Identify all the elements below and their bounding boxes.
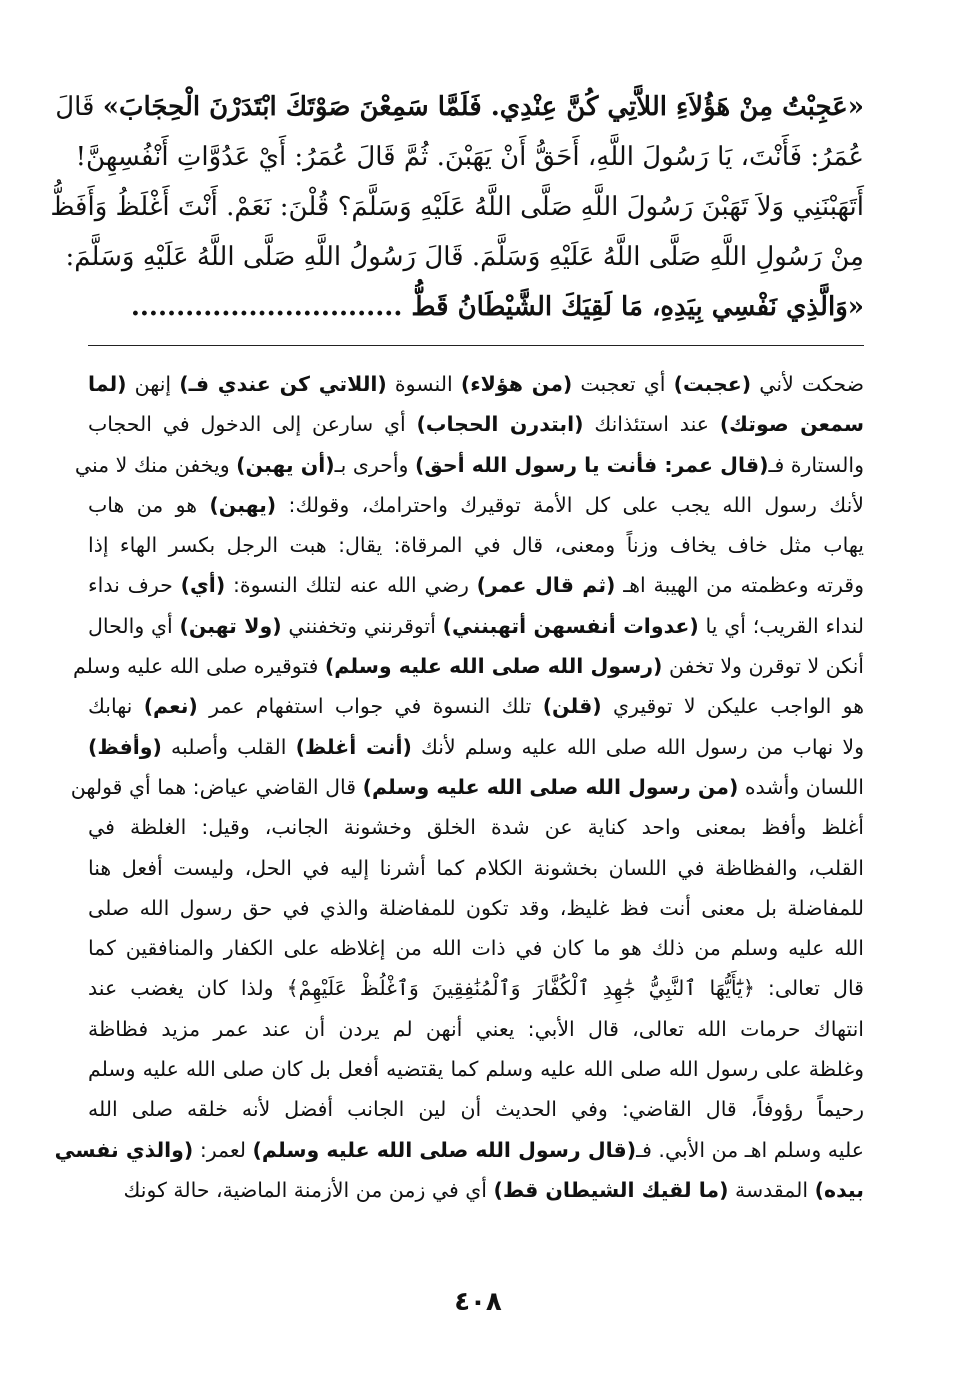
- footnote-divider: [88, 345, 864, 346]
- text-run: ضحكت لأني: [751, 372, 865, 396]
- text-run: ﴿يَٰٓأَيُّهَا ٱلنَّبِيُّ جَٰهِدِ ٱلْكُفَّارَ وَٱلْمُنَٰفِقِينَ وَٱغْلُظْ عَلَيْهِمْ﴾: [286, 976, 755, 1001]
- text-run: عُمَرُ: فَأَنْتَ، يَا رَسُولَ اللَّهِ، أَحَقُّ أَنْ يَهَبْنَ. ثُمَّ قَالَ عُمَرُ: أَيْ عَدُوَّاتِ أَنْفُسِهِنَّ!: [75, 142, 864, 172]
- commentary-line: [88, 928, 864, 968]
- bold-phrase: (ما لقيك الشيطان قط): [493, 1177, 729, 1202]
- text-run: أغلظ وأفظ بمعنى واحد كناية عن شدة الخلق وخشونة الجانب، وقيل: الغلظة في: [88, 815, 864, 840]
- bold-phrase: (رسول الله صلى الله عليه وسلم): [324, 654, 663, 679]
- text-run: أتوقرنني وتخفنني: [281, 613, 443, 638]
- matn-line: [55, 82, 864, 132]
- commentary-line: [70, 767, 864, 807]
- text-run: قَالَ: [55, 92, 103, 122]
- commentary-line: [88, 525, 864, 565]
- commentary-line: [73, 646, 864, 686]
- text-run: أي والحال: [88, 613, 180, 638]
- text-run: أي تعجبت: [572, 372, 674, 396]
- text-run: الله عليه وسلم من ذلك هو ما كان في ذات الله من إغلاظه على الكفار والمنافقين كما: [88, 936, 864, 961]
- text-run: يهاب مثل خاف يخاف وزناً ومعنى، قال في المرقاة: يقال: هبت الرجل بكسر الهاء إذا: [88, 533, 864, 558]
- text-run: ويخفن منك لا مني: [74, 452, 237, 477]
- commentary-line: [88, 1049, 864, 1089]
- bold-phrase: (قلن): [542, 694, 602, 719]
- bold-phrase: (أنت أغلظ): [295, 734, 412, 759]
- commentary-line: [88, 888, 864, 928]
- text-run: مِنْ رَسُولِ اللَّهِ صَلَّى اللَّهُ عَلَيْهِ وَسَلَّمَ. قَالَ رَسُولُ اللَّهِ صَلَّى اللَّهُ عَلَيْهِ وَسَلَّمَ:: [65, 242, 864, 272]
- text-run: وأحرى بـ: [334, 452, 415, 477]
- bold-phrase: (قال عمر: فأنت يا رسول الله أحق): [414, 452, 769, 477]
- text-run: اللسان وأشده: [738, 774, 864, 799]
- bold-phrase: (من رسول الله صلى الله عليه وسلم): [362, 774, 739, 799]
- matn-line: [65, 232, 864, 282]
- commentary-line: [88, 1089, 864, 1129]
- text-run: هو من هاب: [88, 492, 210, 517]
- bold-phrase: (ثم قال عمر): [476, 573, 616, 598]
- commentary-line: [88, 1170, 864, 1210]
- text-run: هو الواجب عليكن لا توقيري: [601, 694, 865, 719]
- commentary-line: [88, 364, 864, 404]
- matn-block: [50, 82, 864, 332]
- commentary-line: [88, 807, 864, 847]
- bold-phrase: (من هؤلاء): [460, 372, 573, 396]
- text-run: انتهاك حرمات الله تعالى، قال الأبي: يعني أنهن لم يردن أن عند عمر مزيد فظاظة: [88, 1016, 864, 1041]
- bold-phrase: «وَالَّذِي نَفْسِي بِيَدِهِ، مَا لَقِيَكَ الشَّيْطَانُ قَطُّ: [411, 292, 864, 322]
- commentary-block: [54, 364, 865, 1210]
- bold-phrase: «عَجِبْتُ مِنْ هَؤُلاَءِ اللاَّتِي كُنَّ عِنْدِي. فَلَمَّا سَمِعْنَ صَوْتَكَ ابْتَدَرْنَ الْحِجَابَ»: [102, 92, 864, 122]
- bold-phrase: (اللاتي كن عندي فـ): [179, 372, 387, 396]
- commentary-line: [74, 445, 864, 485]
- text-run: حرف نداء: [88, 573, 181, 598]
- matn-line: [88, 282, 864, 332]
- bold-phrase: (عدوات أنفسهن أتهبنني): [442, 613, 699, 638]
- text-run: نهابك: [88, 694, 144, 719]
- text-run: ولا نهاب من رسول الله صلى الله عليه وسلم لأنك: [411, 734, 864, 759]
- commentary-line: [88, 404, 864, 444]
- bold-phrase: (أي): [180, 573, 226, 598]
- text-run: لعمر:: [193, 1137, 253, 1162]
- bold-phrase: (قال رسول الله صلى الله عليه وسلم): [252, 1137, 637, 1162]
- commentary-line: [88, 606, 864, 646]
- text-run: والستارة فـ: [768, 452, 864, 477]
- text-run: أي سارعن إلى الدخول في الحجاب: [88, 412, 417, 437]
- commentary-line: [88, 485, 864, 525]
- matn-line: [50, 182, 864, 232]
- bold-phrase: (لما: [88, 372, 127, 396]
- text-run: وغلظة على رسول الله صلى الله عليه وسلم كما يقتضيه أفعل بل كان صلى الله عليه وسلم: [88, 1057, 864, 1082]
- bold-phrase: (عجبت): [673, 372, 752, 396]
- bold-phrase: (نعم): [143, 694, 198, 719]
- text-run: فتوقيره صلى الله عليه وسلم: [73, 654, 325, 679]
- text-run: أي في زمن من الأزمنة الماضية، حالة كونك: [123, 1177, 494, 1202]
- text-run: عليه وسلم اهـ من الأبي. فـ: [636, 1137, 864, 1162]
- text-run: القلب، والفظاظة في اللسان بخشونة الكلام كما أشرنا إليه في الحل، وليست أفعل هنا: [88, 855, 864, 880]
- text-run: إنهن: [126, 372, 180, 396]
- bold-phrase: (ابتدرن الحجاب): [416, 412, 584, 437]
- bold-phrase: (والذي نفسي: [54, 1137, 194, 1162]
- text-run: لأنك رسول الله يجب على كل الأمة توقيرك واحترامك، وقولك:: [276, 492, 864, 517]
- text-run: لنداء القريب؛ أي يا: [698, 613, 864, 638]
- text-run: عند استئذانك: [583, 412, 720, 437]
- bold-phrase: (أن يهبن): [236, 452, 335, 477]
- bold-phrase: (ولا تهبن): [179, 613, 282, 638]
- text-run: القلب وأصلبه: [161, 734, 296, 759]
- text-run: رضي الله عنه لتلك النسوة:: [225, 573, 477, 598]
- bold-phrase: سمعن صوتك): [719, 412, 864, 437]
- commentary-line: [88, 565, 864, 605]
- text-run: للمفاضلة بل معنى أنت فظ غليظ، وقد تكون للمفاضلة والذي في حق رسول الله صلى: [88, 895, 864, 920]
- text-run: النسوة: [386, 372, 461, 396]
- text-run: ..............................: [130, 292, 412, 322]
- text-run: رحيماً رؤوفاً، قال القاضي: وفي الحديث أن لين الجانب أفضل لأنه خلقه صلى الله: [88, 1097, 864, 1122]
- text-run: أنكن لا توقرن ولا تخفن: [662, 654, 864, 679]
- page-number: ٤٠٨: [454, 1287, 502, 1317]
- text-run: وقرته وعظمته من الهيبة اهـ: [615, 573, 864, 598]
- commentary-line: [88, 727, 864, 767]
- commentary-line: [88, 848, 864, 888]
- text-run: قال القاضي عياض: هما أي قولهن: [70, 774, 363, 799]
- commentary-line: [88, 1009, 864, 1049]
- commentary-line: [54, 1130, 864, 1170]
- matn-line: [75, 132, 864, 182]
- text-run: تلك النسوة في جواب استفهام عمر: [197, 694, 543, 719]
- text-run: أَتَهَبْنَنِي وَلاَ تَهَبْنَ رَسُولَ اللَّهِ صَلَّى اللَّهُ عَلَيْهِ وَسَلَّمَ؟ قُلْنَ: نَعَمْ. أَنْتَ أَغْلَظُ وَأَفَظُّ: [50, 192, 864, 222]
- commentary-line: [88, 968, 864, 1008]
- text-run: المقدسة: [728, 1177, 815, 1202]
- bold-phrase: (وأفظ): [88, 734, 162, 759]
- bold-phrase: بيده): [814, 1177, 864, 1202]
- commentary-line: [88, 686, 864, 726]
- text-run: قال تعالى:: [754, 976, 864, 1001]
- text-run: ولذا كان يغضب عند: [88, 976, 287, 1001]
- hadith-text: [50, 82, 864, 332]
- bold-phrase: (يهبن): [209, 492, 277, 517]
